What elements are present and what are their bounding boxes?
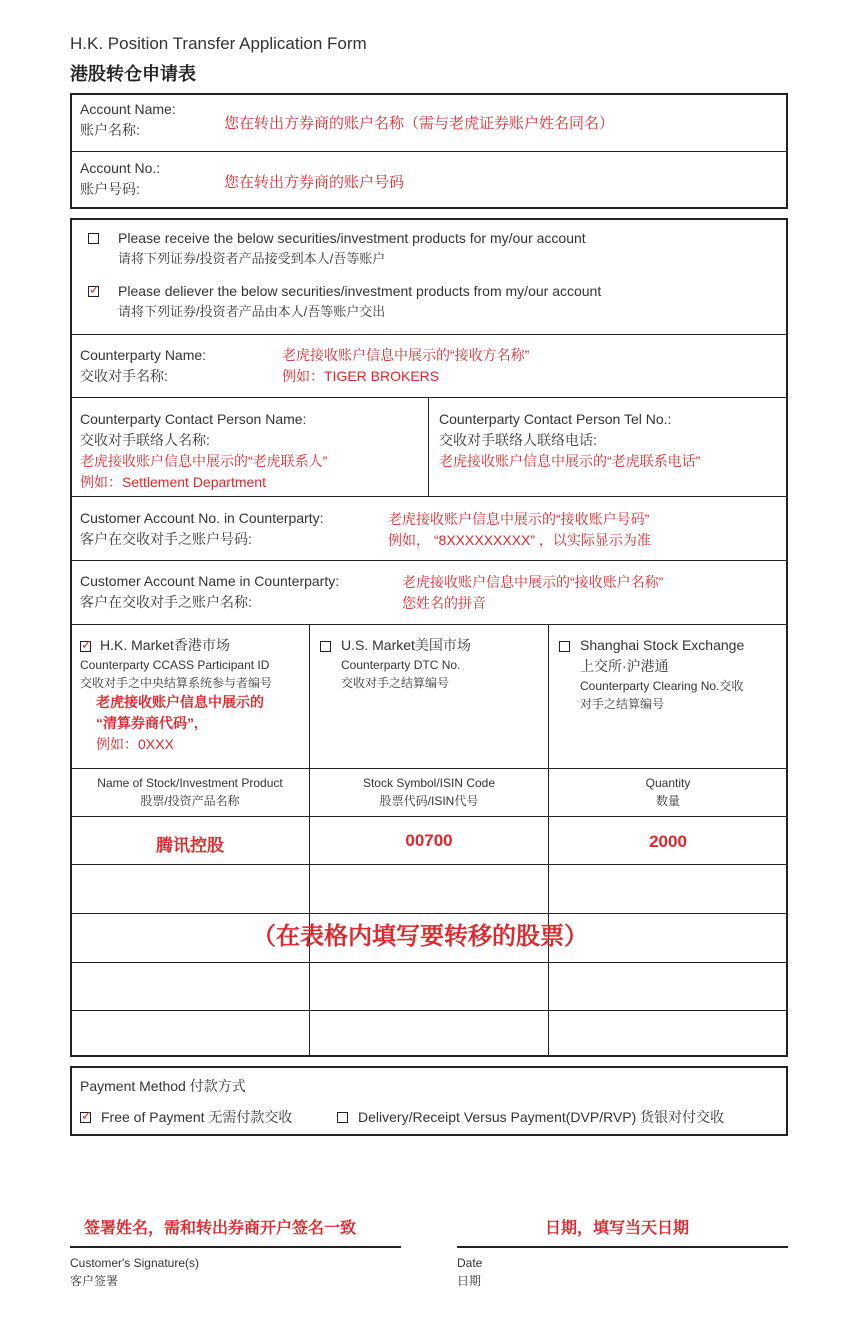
hk-market-hint-1: 老虎接收账户信息中展示的 — [96, 694, 264, 710]
sh-market-sub0: 上交所·沪港通 — [580, 658, 669, 674]
contact-person-field[interactable] — [80, 409, 327, 493]
signature-label-en: Customer's Signature(s) — [70, 1256, 199, 1270]
deliver-text-zh: 请将下列证券/投资者产品由本人/吾等账户交出 — [118, 304, 386, 319]
receive-checkbox[interactable] — [88, 233, 99, 244]
customer-account-name-hint-1: 老虎接收账户信息中展示的“接收账户名称” — [402, 574, 664, 590]
contact-tel-label-en: Counterparty Contact Person Tel No.: — [439, 411, 672, 427]
counterparty-name-label-en: Counterparty Name: — [80, 347, 207, 363]
contact-tel-field[interactable] — [439, 409, 700, 472]
hk-market-option — [80, 635, 272, 755]
hk-market-hint-2: “清算券商代码”, — [96, 715, 198, 731]
contact-person-hint-2: 例如：Settlement Department — [80, 474, 266, 490]
hk-market-hint-3: 例如：0XXX — [96, 736, 174, 752]
us-market-option — [321, 635, 471, 692]
customer-account-no-hint — [388, 509, 651, 551]
col-header-name-zh: 股票/投资产品名称 — [140, 794, 240, 808]
us-market-title: U.S. Market美国市场 — [341, 637, 471, 653]
account-name-label-en: Account Name: — [80, 101, 176, 117]
date-label-zh: 日期 — [457, 1274, 482, 1288]
table-row-4[interactable] — [71, 964, 787, 1009]
customer-account-name-label-zh: 客户在交收对手之账户名称: — [80, 594, 252, 610]
account-name-label-zh: 账户名称: — [80, 122, 140, 138]
fop-label: Free of Payment 无需付款交收 — [101, 1109, 293, 1125]
table-overlay-note: （在表格内填写要转移的股票） — [252, 923, 588, 950]
table-row-1-symbol[interactable]: 00700 — [405, 831, 453, 850]
col-header-quantity-en: Quantity — [645, 776, 691, 790]
table-row-5[interactable] — [71, 1012, 787, 1055]
customer-account-name-hint-2: 您姓名的拼音 — [402, 595, 486, 611]
hk-market-sub2: 交收对手之中央结算系统参与者编号 — [80, 676, 273, 690]
deliver-text-en: Please deliever the below securities/investment products from my/our account — [118, 283, 602, 299]
counterparty-name-field[interactable] — [80, 345, 206, 387]
col-header-quantity — [549, 774, 787, 810]
us-market-sub2: 交收对手之结算编号 — [341, 676, 450, 690]
customer-account-no-label-zh: 客户在交收对手之账户号码: — [80, 531, 252, 547]
contact-person-label-en: Counterparty Contact Person Name: — [80, 411, 307, 427]
contact-person-label-zh: 交收对手联络人名称: — [80, 432, 210, 448]
col-header-symbol — [310, 774, 548, 810]
contact-person-hint-1: 老虎接收账户信息中展示的“老虎联系人” — [80, 453, 328, 469]
account-no-field[interactable] — [80, 158, 160, 200]
customer-account-name-hint — [402, 572, 663, 614]
date-hint: 日期，填写当天日期 — [545, 1220, 690, 1237]
sh-market-option — [560, 635, 744, 713]
account-name-field[interactable] — [80, 99, 176, 141]
col-header-name-en: Name of Stock/Investment Product — [97, 776, 283, 790]
signature-line[interactable] — [70, 1246, 401, 1248]
receive-text-en: Please receive the below securities/investment products for my/our account — [118, 230, 586, 246]
col-header-quantity-zh: 数量 — [655, 794, 680, 808]
customer-account-no-field[interactable] — [80, 508, 324, 550]
contact-tel-hint: 老虎接收账户信息中展示的“老虎联系电话” — [439, 453, 701, 469]
us-market-sub1: Counterparty DTC No. — [341, 658, 461, 672]
customer-account-name-field[interactable] — [80, 571, 339, 613]
account-name-hint: 您在转出方券商的账户名称（需与老虎证券账户姓名同名） — [224, 115, 615, 132]
customer-account-no-label-en: Customer Account No. in Counterparty: — [80, 510, 324, 526]
customer-account-no-hint-2: 例如， “8XXXXXXXXX” ，以实际显示为准 — [388, 532, 651, 548]
signature-label — [70, 1254, 199, 1290]
form-title-en: H.K. Position Transfer Application Form — [70, 34, 367, 53]
fop-checkbox[interactable] — [80, 1112, 91, 1123]
date-label-en: Date — [457, 1256, 483, 1270]
customer-account-no-hint-1: 老虎接收账户信息中展示的“接收账户号码” — [388, 511, 650, 527]
dvp-checkbox[interactable] — [337, 1112, 348, 1123]
hk-market-sub1: Counterparty CCASS Participant ID — [80, 658, 270, 672]
counterparty-name-hint-1: 老虎接收账户信息中展示的“接收方名称” — [282, 347, 530, 363]
counterparty-name-hint-2: 例如：TIGER BROKERS — [282, 368, 440, 384]
sh-market-title: Shanghai Stock Exchange — [580, 637, 745, 653]
table-row-2[interactable] — [71, 866, 787, 912]
receive-option — [118, 228, 586, 268]
col-header-symbol-zh: 股票代码/ISIN代号 — [379, 794, 479, 808]
account-no-label-zh: 账户号码: — [80, 181, 140, 197]
col-header-symbol-en: Stock Symbol/ISIN Code — [362, 776, 496, 790]
sh-market-sub1: Counterparty Clearing No.交收 — [580, 679, 744, 693]
deliver-checkbox[interactable] — [88, 286, 99, 297]
counterparty-name-label-zh: 交收对手名称: — [80, 368, 168, 384]
table-row-1-quantity[interactable]: 2000 — [649, 832, 687, 851]
counterparty-name-hint — [282, 345, 529, 387]
sh-market-sub2: 对手之结算编号 — [580, 697, 665, 711]
receive-text-zh: 请将下列证券/投资者产品接受到本人/吾等账户 — [118, 251, 386, 266]
customer-account-name-label-en: Customer Account Name in Counterparty: — [80, 573, 340, 589]
col-header-name — [71, 774, 309, 810]
deliver-option — [118, 281, 601, 321]
date-label — [457, 1254, 482, 1290]
account-no-hint: 您在转出方券商的账户号码 — [224, 174, 405, 191]
payment-label: Payment Method 付款方式 — [80, 1078, 246, 1094]
hk-market-title: H.K. Market香港市场 — [100, 637, 230, 653]
dvp-label: Delivery/Receipt Versus Payment(DVP/RVP) 货银对付交收 — [358, 1109, 725, 1125]
signature-label-zh: 客户签署 — [70, 1274, 119, 1288]
date-line[interactable] — [457, 1246, 788, 1248]
signature-hint: 签署姓名，需和转出券商开户签名一致 — [84, 1220, 357, 1237]
form-title-zh: 港股转仓申请表 — [70, 64, 196, 84]
table-row-1-name[interactable]: 腾讯控股 — [156, 836, 224, 855]
contact-tel-label-zh: 交收对手联络人联络电话: — [439, 432, 597, 448]
account-no-label-en: Account No.: — [80, 160, 161, 176]
